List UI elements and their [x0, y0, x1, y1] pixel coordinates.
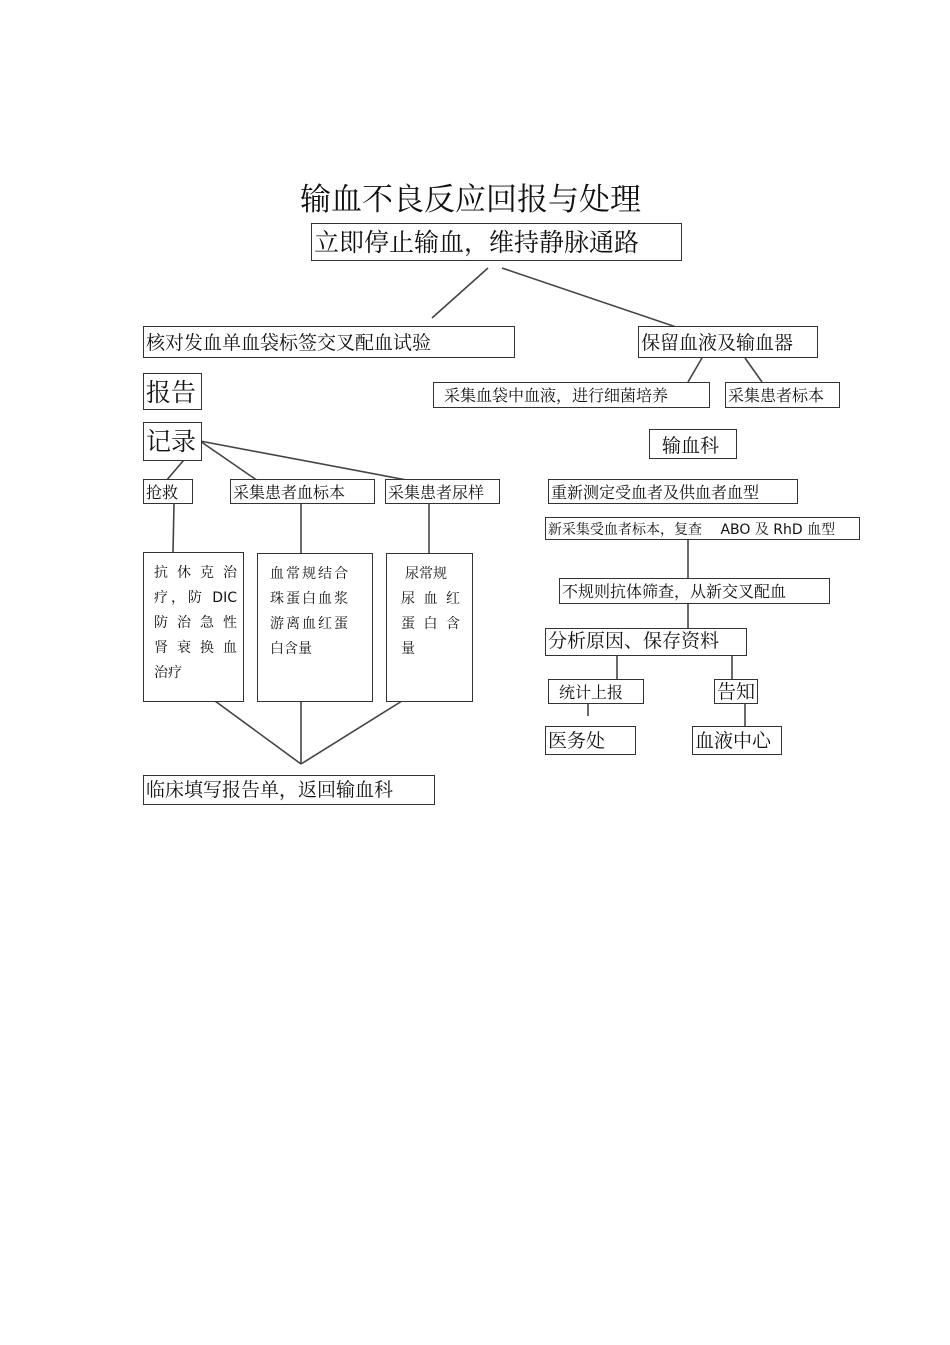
detail-line: 防 治 急 性	[154, 615, 237, 631]
detail-line: 疗，防 DIC	[154, 590, 237, 606]
retype-box: 重新测定受血者及供血者血型	[548, 479, 798, 504]
connector	[432, 268, 488, 318]
transfusion-dept-box: 输血科	[649, 429, 737, 459]
record-box: 记录	[143, 422, 202, 461]
connector	[200, 441, 412, 481]
verify-labels-box: 核对发血单血袋标签交叉配血试验	[143, 326, 515, 358]
resample-box: 新采集受血者标本，复查 ABO 及 RhD 血型	[545, 517, 860, 540]
page-title: 输血不良反应回报与处理	[300, 182, 641, 218]
detail-line: 肾 衰 换 血	[154, 640, 237, 656]
connector	[215, 701, 301, 764]
detail-line: 血常规结合	[270, 566, 348, 582]
bag-culture-box: 采集血袋中血液，进行细菌培养	[433, 382, 710, 408]
connector	[173, 504, 174, 552]
detail-line: 尿 血 红	[401, 591, 460, 607]
detail-line: 游离血红蛋	[270, 616, 348, 632]
analyze-box: 分析原因、保存资料	[545, 628, 747, 656]
detail-line: 白含量	[270, 641, 312, 657]
clinical-report-box: 临床填写报告单，返回输血科	[143, 775, 435, 805]
detail-line: 蛋 白 含	[401, 616, 460, 632]
blood-detail-box	[257, 553, 373, 702]
rescue-box: 抢救	[143, 479, 193, 504]
connector	[301, 701, 402, 764]
urine-sample-box: 采集患者尿样	[385, 479, 500, 504]
antibody-screen-box: 不规则抗体筛查，从新交叉配血	[559, 578, 830, 604]
report-box: 报告	[143, 373, 202, 410]
detail-line: 抗 休 克 治	[154, 565, 237, 581]
detail-line: 量	[401, 641, 415, 657]
detail-line: 珠蛋白血浆	[270, 591, 348, 607]
rescue-detail-box	[143, 552, 244, 702]
stop-transfusion-box: 立即停止输血，维持静脉通路	[311, 223, 682, 261]
connector	[688, 358, 702, 382]
medical-office-box: 医务处	[545, 726, 636, 755]
blood-center-box: 血液中心	[692, 726, 782, 755]
connector	[502, 268, 679, 328]
notify-box: 告知	[714, 679, 758, 704]
detail-line: 治疗	[154, 665, 182, 681]
stats-report-box: 统计上报	[548, 679, 644, 704]
urine-detail-box	[386, 553, 473, 702]
blood-sample-box: 采集患者血标本	[230, 479, 375, 504]
connector	[745, 358, 762, 382]
patient-sample-box: 采集患者标本	[725, 382, 840, 408]
detail-line: 尿常规	[405, 566, 447, 582]
keep-blood-box: 保留血液及输血器	[638, 326, 818, 358]
